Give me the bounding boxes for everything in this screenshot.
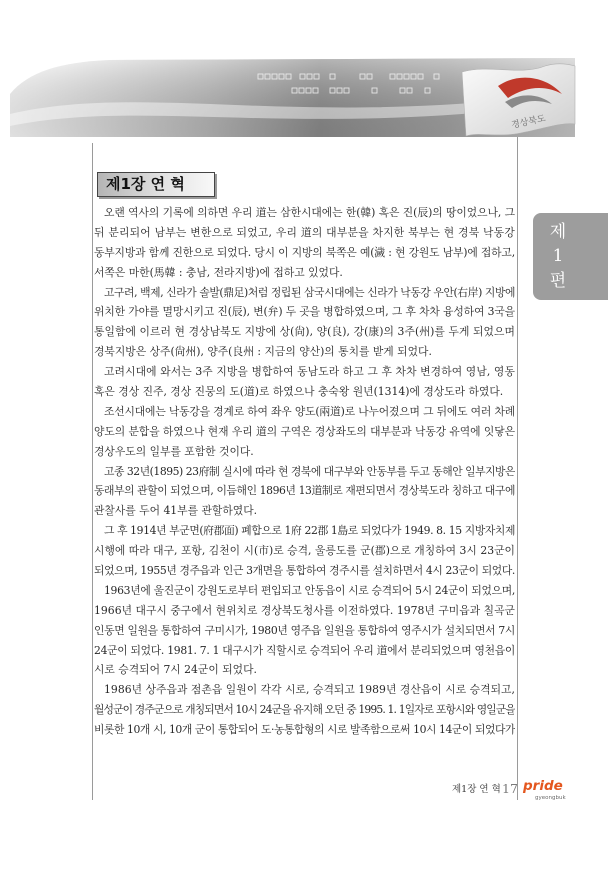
text-line xyxy=(94,601,515,621)
text-line-content: 고구려, 백제, 신라가 솔발(鼎足)처럼 정립된 삼국시대에는 신라가 낙동강 우안(右岸) 지방에 xyxy=(104,285,515,299)
text-line-content: 관찰사를 두어 41부를 관할하였다. xyxy=(94,504,258,518)
text-line xyxy=(94,422,515,442)
header-banner xyxy=(0,52,608,144)
running-title: 제1장 연 혁 xyxy=(452,784,501,795)
text-line xyxy=(94,382,515,402)
text-line xyxy=(94,203,515,223)
text-line xyxy=(94,243,515,263)
text-line-content: 시로 승격되어 7시 24군이 되었다. xyxy=(94,663,257,677)
text-line xyxy=(94,322,515,342)
text-line xyxy=(94,561,515,581)
text-line-content: 월성군이 경주군으로 개칭되면서 10시 24군을 유지해 오던 중 1995. 1. 1일자로 포항시와 영일군을 xyxy=(94,703,515,717)
text-line xyxy=(94,342,515,362)
text-line-content: 위치한 가야를 멸망시키고 진(辰), 변(弁) 두 곳을 병합하였으며, 그 후 차차 융성하여 3국을 xyxy=(94,305,515,319)
text-line-content: 고려시대에 와서는 3주 지방을 병합하여 동남도라 하고 그 후 차차 변경하여 영남, 영동 xyxy=(104,365,515,379)
province-flag-logo xyxy=(462,64,575,136)
text-line xyxy=(94,541,515,561)
paragraph xyxy=(94,362,515,402)
paragraph xyxy=(94,402,515,462)
text-line xyxy=(94,263,515,283)
text-line xyxy=(94,223,515,243)
text-line xyxy=(94,700,515,720)
text-line xyxy=(94,660,515,680)
page-number: 17 xyxy=(502,781,518,796)
text-line xyxy=(94,462,515,482)
text-line xyxy=(94,680,515,700)
text-line xyxy=(94,641,515,661)
text-line xyxy=(94,481,515,501)
part-tab-char: 1 xyxy=(552,246,564,266)
text-line xyxy=(94,621,515,641)
text-line-content: 통일함에 이르러 현 경상남북도 지방에 상(尙), 양(良), 강(康)의 3주(州)를 두게 되었으며 xyxy=(94,325,515,339)
text-line-content: 경상우도의 일부를 포함한 것이다. xyxy=(94,444,254,458)
part-tab xyxy=(533,213,608,300)
body-text xyxy=(94,203,515,740)
part-tab-char: 편 xyxy=(549,271,567,291)
paragraph xyxy=(94,680,515,740)
text-line xyxy=(94,442,515,462)
paragraph xyxy=(94,581,515,680)
text-line xyxy=(94,302,515,322)
paragraph xyxy=(94,521,515,581)
pride-logo-subtext: gyeongbuk xyxy=(535,795,566,801)
text-line xyxy=(94,501,515,521)
text-line-content: 혹은 경상 진주, 경상 진뭉의 도(道)로 하였으나 충숙왕 원년(1314)에 경상도라 하였다. xyxy=(94,385,504,399)
text-line-content: 1986년 상주읍과 점촌읍 일원이 각각 시로, 승격되고 1989년 경산읍이 시로 승격되고, xyxy=(104,683,515,697)
text-line-content: 1966년 대구시 중구에서 현위치로 경상북도청사를 이전하였다. 1978년 구미읍과 칠곡군 xyxy=(94,603,515,617)
text-line-content: 되었으며, 1955년 경주읍과 인근 3개면을 통합하여 경주시를 설치하면서 4시 23군이 되었다. xyxy=(94,564,515,578)
paragraph xyxy=(94,203,515,283)
text-line-content: 비롯한 10개 시, 10개 군이 통합되어 도·농통합형의 시로 발족함으로써 10시 14군이 되었다가 xyxy=(94,723,515,737)
paragraph xyxy=(94,462,515,522)
text-line xyxy=(94,581,515,601)
margin-rule-left xyxy=(92,143,93,800)
text-line-content: 고종 32년(1895) 23府制 실시에 따라 현 경북에 대구부와 안동부를 두고 동해안 일부지방은 xyxy=(104,464,515,478)
chapter-title: 제1장 연 혁 xyxy=(106,175,185,193)
text-line-content: 1963년에 울진군이 강원도로부터 편입되고 안동읍이 시로 승격되어 5시 24군이 되었으며, xyxy=(104,583,515,597)
province-logo-text: 경상북도 xyxy=(510,113,547,131)
text-line-content: 시행에 따라 대구, 포항, 김천이 시(市)로 승격, 울릉도를 군(郡)으로 개칭하여 3시 23군이 xyxy=(94,544,515,558)
paragraph xyxy=(94,283,515,363)
text-line xyxy=(94,521,515,541)
text-line-content: 조선시대에는 낙동강을 경계로 하여 좌우 양도(兩道)로 나누어졌으며 그 뒤에도 여러 차례 xyxy=(104,404,515,418)
text-line-content: 양도의 분합을 하였으나 현재 우리 道의 구역은 경상좌도의 대부분과 낙동강 유역에 잇닿은 xyxy=(94,424,515,438)
text-line-content: 오랜 역사의 기록에 의하면 우리 道는 삼한시대에는 한(韓) 혹은 진(辰)의 땅이었으나, 그 xyxy=(104,206,515,219)
text-line xyxy=(94,283,515,303)
text-line-content: 그 후 1914년 부군면(府郡面) 폐합으로 1府 22郡 1島로 되었다가 1949. 8. 15 지방자치제 xyxy=(104,524,515,538)
text-line-content: 인동면 일원을 통합하여 구미시가, 1980년 영주읍 일원을 통합하여 영주시가 설치되면서 7시 xyxy=(94,623,515,637)
text-line-content: 경북지방은 상주(尙州), 양주(良州 : 지금의 양산)의 통치를 받게 되었다. xyxy=(94,345,432,359)
text-line-content: 동부지방과 함께 진한으로 되었다. 당시 이 지방의 북쪽은 예(濊 : 현 강원도 남부)에 접하고, xyxy=(94,245,515,259)
pride-logo xyxy=(521,776,573,802)
text-line xyxy=(94,402,515,422)
text-line-content: 뒤 분리되어 남부는 변한으로 되었고, 우리 道의 대부분을 차지한 북부는 현 경북 낙동강 xyxy=(94,225,515,239)
pride-logo-text: pride xyxy=(523,778,563,794)
text-line-content: 24군이 되었다. 1981. 7. 1 대구시가 직할시로 승격되어 우리 道에서 분리되었으며 영천읍이 xyxy=(94,643,515,657)
part-tab-char: 제 xyxy=(549,222,567,242)
text-line-content: 서쪽은 마한(馬韓 : 충남, 전라지방)에 접하고 있었다. xyxy=(94,265,343,279)
margin-rule-right xyxy=(517,137,518,800)
text-line-content: 동래부의 관할이 되었으며, 이듬해인 1896년 13道制로 재편되면서 경상북도라 칭하고 대구에 xyxy=(94,484,515,498)
chapter-title-box xyxy=(97,172,215,197)
text-line xyxy=(94,720,515,740)
text-line xyxy=(94,362,515,382)
